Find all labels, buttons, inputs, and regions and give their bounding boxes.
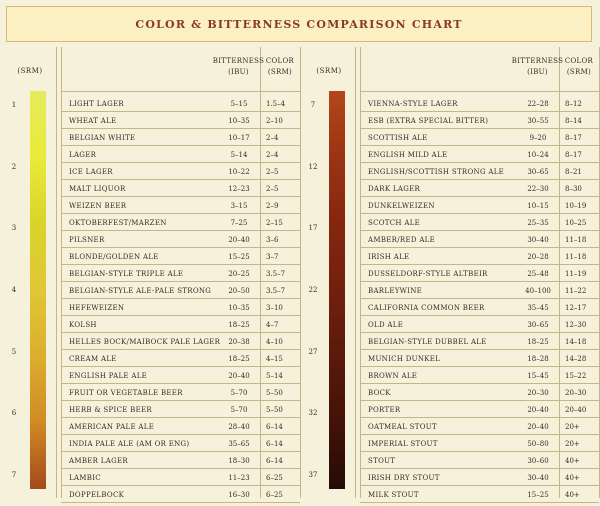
bitterness-ibu: 10–24 <box>527 151 549 159</box>
left-panel <box>4 47 300 498</box>
color-srm: 6–25 <box>266 491 283 499</box>
beer-row <box>61 384 300 401</box>
beer-row <box>61 486 300 503</box>
color-srm: 15–22 <box>565 372 587 380</box>
left-beer-table <box>61 47 300 498</box>
beer-style-name: FRUIT OR VEGETABLE BEER <box>69 389 183 397</box>
right-panel <box>303 47 599 498</box>
right-color-gradient-bar <box>329 91 345 489</box>
color-srm: 3.5–7 <box>266 270 286 278</box>
color-srm: 20+ <box>565 440 580 448</box>
beer-row <box>360 316 599 333</box>
beer-style-name: AMERICAN PALE ALE <box>69 423 155 431</box>
beer-style-name: BELGIAN-STYLE ALE-PALE STRONG <box>69 287 212 295</box>
right-srm-scale <box>303 47 356 498</box>
beer-row <box>61 350 300 367</box>
bitterness-ibu: 50–80 <box>527 440 549 448</box>
beer-style-name: BELGIAN-STYLE TRIPLE ALE <box>69 270 184 278</box>
beer-style-name: KOLSH <box>69 321 97 329</box>
bitterness-ibu: 20–40 <box>228 236 250 244</box>
bitterness-ibu: 18–28 <box>527 355 549 363</box>
color-srm: 5–50 <box>266 406 283 414</box>
srm-tick-label: 7 <box>11 471 17 479</box>
color-srm: 8–21 <box>565 168 582 176</box>
color-srm: 8–17 <box>565 151 582 159</box>
color-srm: 3–10 <box>266 304 283 312</box>
color-srm: 12–30 <box>565 321 587 329</box>
right-bitterness-header: BITTERNESS (IBU) <box>511 57 564 76</box>
beer-row <box>61 180 300 197</box>
bitterness-ibu: 25–35 <box>527 219 549 227</box>
bitterness-ibu: 20–25 <box>228 270 250 278</box>
bitterness-ibu: 15–25 <box>527 491 549 499</box>
bitterness-ibu: 20–50 <box>228 287 250 295</box>
beer-style-name: CALIFORNIA COMMON BEER <box>368 304 485 312</box>
beer-row <box>61 163 300 180</box>
beer-row <box>61 418 300 435</box>
color-srm: 40+ <box>565 457 580 465</box>
color-srm: 4–15 <box>266 355 283 363</box>
beer-style-name: VIENNA-STYLE LAGER <box>368 100 458 108</box>
color-srm: 10–19 <box>565 202 587 210</box>
beer-style-name: IRISH ALE <box>368 253 410 261</box>
color-srm: 3.5–7 <box>266 287 286 295</box>
beer-row <box>61 129 300 146</box>
beer-row <box>360 452 599 469</box>
bitterness-ibu: 5–70 <box>230 406 248 414</box>
beer-row <box>360 282 599 299</box>
beer-row <box>360 180 599 197</box>
beer-style-name: HEFEWEIZEN <box>69 304 125 312</box>
bitterness-ibu: 10–15 <box>527 202 549 210</box>
beer-row <box>360 418 599 435</box>
color-srm: 40+ <box>565 491 580 499</box>
left-srm-header: (SRM) <box>17 67 43 75</box>
beer-style-name: BELGIAN WHITE <box>69 134 136 142</box>
beer-style-name: PORTER <box>368 406 401 414</box>
beer-row <box>61 401 300 418</box>
color-srm: 2–9 <box>266 202 279 210</box>
bitterness-ibu: 30–40 <box>527 236 549 244</box>
srm-tick-label: 5 <box>11 347 17 356</box>
beer-row <box>360 214 599 231</box>
bitterness-ibu: 18–30 <box>228 457 250 465</box>
bitterness-ibu: 15–25 <box>228 253 250 261</box>
beer-row <box>360 163 599 180</box>
color-srm: 20+ <box>565 423 580 431</box>
bitterness-ibu: 30–60 <box>527 457 549 465</box>
color-srm: 6–14 <box>266 457 283 465</box>
color-srm: 6–25 <box>266 474 283 482</box>
bitterness-ibu: 22–28 <box>527 100 549 108</box>
beer-style-name: STOUT <box>368 457 396 465</box>
beer-style-name: IMPERIAL STOUT <box>368 440 438 448</box>
beer-row <box>61 146 300 163</box>
beer-row <box>360 146 599 163</box>
beer-style-name: AMBER/RED ALE <box>368 236 436 244</box>
color-srm: 5–50 <box>266 389 283 397</box>
beer-row <box>61 452 300 469</box>
left-color-gradient-bar <box>30 91 46 489</box>
bitterness-ibu: 16–30 <box>228 491 250 499</box>
beer-style-name: OKTOBERFEST/MARZEN <box>69 219 167 227</box>
bitterness-ibu: 28–40 <box>228 423 250 431</box>
srm-tick-label: 3 <box>11 224 17 233</box>
beer-row <box>360 435 599 452</box>
color-srm: 2–5 <box>266 185 279 193</box>
beer-row <box>61 248 300 265</box>
left-color-header: COLOR (SRM) <box>265 57 295 76</box>
bitterness-ibu: 12–23 <box>228 185 250 193</box>
bitterness-ibu: 18–25 <box>527 338 549 346</box>
beer-style-name: OATMEAL STOUT <box>368 423 437 431</box>
srm-tick-label: 12 <box>308 162 318 171</box>
beer-row <box>61 367 300 384</box>
color-srm: 4–7 <box>266 321 279 329</box>
bitterness-ibu: 18–25 <box>228 355 250 363</box>
bitterness-ibu: 10–35 <box>228 117 250 125</box>
beer-style-name: MILK STOUT <box>368 491 419 499</box>
bitterness-ibu: 30–65 <box>527 168 549 176</box>
bitterness-ibu: 9–20 <box>529 134 547 142</box>
beer-style-name: LAMBIC <box>69 474 101 482</box>
right-color-header: COLOR (SRM) <box>564 57 594 76</box>
beer-row <box>360 486 599 503</box>
bitterness-ibu: 30–65 <box>527 321 549 329</box>
bitterness-ibu: 40–100 <box>525 287 551 295</box>
beer-style-name: PILSNER <box>69 236 105 244</box>
beer-row <box>61 299 300 316</box>
bitterness-ibu: 3–15 <box>230 202 248 210</box>
beer-style-name: HERB & SPICE BEER <box>69 406 153 414</box>
beer-style-name: MALT LIQUOR <box>69 185 126 193</box>
color-srm: 2–4 <box>266 151 279 159</box>
beer-style-name: DUSSELDORF-STYLE ALTBEIR <box>368 270 488 278</box>
bitterness-ibu: 10–35 <box>228 304 250 312</box>
srm-tick-label: 32 <box>308 409 318 418</box>
bitterness-ibu: 30–55 <box>527 117 549 125</box>
beer-style-name: SCOTTISH ALE <box>368 134 428 142</box>
beer-row <box>61 333 300 350</box>
beer-style-name: DOPPELBOCK <box>69 491 125 499</box>
beer-row <box>360 333 599 350</box>
bitterness-ibu: 10–17 <box>228 134 250 142</box>
beer-style-name: INDIA PALE ALE (AM OR ENG) <box>69 440 190 448</box>
color-srm: 2–5 <box>266 168 279 176</box>
bitterness-ibu: 20–40 <box>228 372 250 380</box>
beer-style-name: LIGHT LAGER <box>69 100 124 108</box>
chart-title: COLOR & BITTERNESS COMPARISON CHART <box>6 6 592 42</box>
beer-row <box>61 95 300 112</box>
beer-row <box>360 112 599 129</box>
color-srm: 14–28 <box>565 355 587 363</box>
srm-tick-label: 2 <box>11 162 17 171</box>
beer-style-name: ENGLISH/SCOTTISH STRONG ALE <box>368 168 505 176</box>
bitterness-ibu: 20–40 <box>527 406 549 414</box>
bitterness-ibu: 10–22 <box>228 168 250 176</box>
beer-row <box>360 350 599 367</box>
beer-style-name: SCOTCH ALE <box>368 219 421 227</box>
beer-row <box>360 129 599 146</box>
color-srm: 3–7 <box>266 253 279 261</box>
color-srm: 8–12 <box>565 100 582 108</box>
color-srm: 10–25 <box>565 219 587 227</box>
left-bitterness-header: BITTERNESS (IBU) <box>212 57 265 76</box>
beer-style-name: ICE LAGER <box>69 168 113 176</box>
beer-style-name: AMBER LAGER <box>69 457 128 465</box>
color-srm: 20–30 <box>565 389 587 397</box>
color-srm: 14–18 <box>565 338 587 346</box>
beer-style-name: WHEAT ALE <box>69 117 117 125</box>
beer-style-name: DARK LAGER <box>368 185 421 193</box>
srm-tick-label: 22 <box>308 286 318 294</box>
beer-row <box>61 435 300 452</box>
beer-style-name: LAGER <box>69 151 97 159</box>
beer-row <box>61 265 300 282</box>
color-srm: 8–17 <box>565 134 582 142</box>
color-srm: 2–15 <box>266 219 283 227</box>
beer-row <box>61 282 300 299</box>
beer-style-name: BOCK <box>368 389 391 397</box>
beer-style-name: ESB (EXTRA SPECIAL BITTER) <box>368 117 489 125</box>
color-srm: 5–14 <box>266 372 283 380</box>
beer-row <box>360 265 599 282</box>
left-srm-scale <box>4 47 57 498</box>
beer-style-name: BLONDE/GOLDEN ALE <box>69 253 159 261</box>
beer-row <box>360 197 599 214</box>
beer-row <box>61 231 300 248</box>
beer-row <box>360 367 599 384</box>
bitterness-ibu: 35–65 <box>228 440 250 448</box>
bitterness-ibu: 11–23 <box>228 474 250 482</box>
beer-style-name: OLD ALE <box>368 321 404 329</box>
beer-style-name: BELGIAN-STYLE DUBBEL ALE <box>368 338 487 346</box>
beer-row <box>61 316 300 333</box>
srm-tick-label: 7 <box>310 101 316 109</box>
color-srm: 11–18 <box>565 253 587 261</box>
beer-style-name: BARLEYWINE <box>368 287 423 295</box>
beer-row <box>360 401 599 418</box>
color-srm: 8–30 <box>565 185 582 193</box>
beer-style-name: DUNKELWEIZEN <box>368 202 435 210</box>
beer-row <box>61 112 300 129</box>
color-srm: 12–17 <box>565 304 587 312</box>
color-srm: 3–6 <box>266 236 279 244</box>
color-srm: 6–14 <box>266 423 283 431</box>
beer-style-name: WEIZEN BEER <box>69 202 127 210</box>
beer-style-name: ENGLISH PALE ALE <box>69 372 148 380</box>
color-srm: 2–10 <box>266 117 283 125</box>
right-srm-header: (SRM) <box>316 67 342 75</box>
bitterness-ibu: 35–45 <box>527 304 549 312</box>
beer-row <box>61 197 300 214</box>
bitterness-ibu: 15–45 <box>527 372 549 380</box>
bitterness-ibu: 7–25 <box>230 219 248 227</box>
srm-tick-label: 37 <box>308 471 318 479</box>
srm-tick-label: 6 <box>11 409 17 418</box>
right-beer-table <box>360 47 599 498</box>
color-srm: 8–14 <box>565 117 582 125</box>
srm-tick-label: 1 <box>11 101 17 109</box>
bitterness-ibu: 5–70 <box>230 389 248 397</box>
bitterness-ibu: 22–30 <box>527 185 549 193</box>
bitterness-ibu: 20–40 <box>527 423 549 431</box>
beer-row <box>360 469 599 486</box>
beer-style-name: CREAM ALE <box>69 355 117 363</box>
beer-style-name: ENGLISH MILD ALE <box>368 151 448 159</box>
srm-tick-label: 4 <box>11 286 17 294</box>
bitterness-ibu: 25–48 <box>527 270 549 278</box>
bitterness-ibu: 20–28 <box>527 253 549 261</box>
beer-row <box>61 214 300 231</box>
bitterness-ibu: 18–25 <box>228 321 250 329</box>
color-srm: 1.5–4 <box>266 100 286 108</box>
srm-tick-label: 17 <box>308 224 318 233</box>
beer-row <box>360 248 599 265</box>
color-srm: 4–10 <box>266 338 283 346</box>
beer-row <box>360 384 599 401</box>
color-srm: 11–22 <box>565 287 587 295</box>
bitterness-ibu: 20–30 <box>527 389 549 397</box>
beer-row <box>360 299 599 316</box>
beer-row <box>360 95 599 112</box>
bitterness-ibu: 20–38 <box>228 338 250 346</box>
beer-row <box>61 469 300 486</box>
color-srm: 11–19 <box>565 270 587 278</box>
bitterness-ibu: 5–15 <box>230 100 248 108</box>
color-srm: 2–4 <box>266 134 279 142</box>
beer-style-name: MUNICH DUNKEL <box>368 355 441 363</box>
bitterness-ibu: 5–14 <box>230 151 248 159</box>
color-srm: 20–40 <box>565 406 587 414</box>
beer-row <box>360 231 599 248</box>
beer-style-name: BROWN ALE <box>368 372 418 380</box>
beer-style-name: HELLES BOCK/MAIBOCK PALE LAGER <box>69 338 221 346</box>
color-srm: 6–14 <box>266 440 283 448</box>
color-srm: 40+ <box>565 474 580 482</box>
beer-style-name: IRISH DRY STOUT <box>368 474 440 482</box>
bitterness-ibu: 30–40 <box>527 474 549 482</box>
color-srm: 11–18 <box>565 236 587 244</box>
srm-tick-label: 27 <box>308 347 318 356</box>
